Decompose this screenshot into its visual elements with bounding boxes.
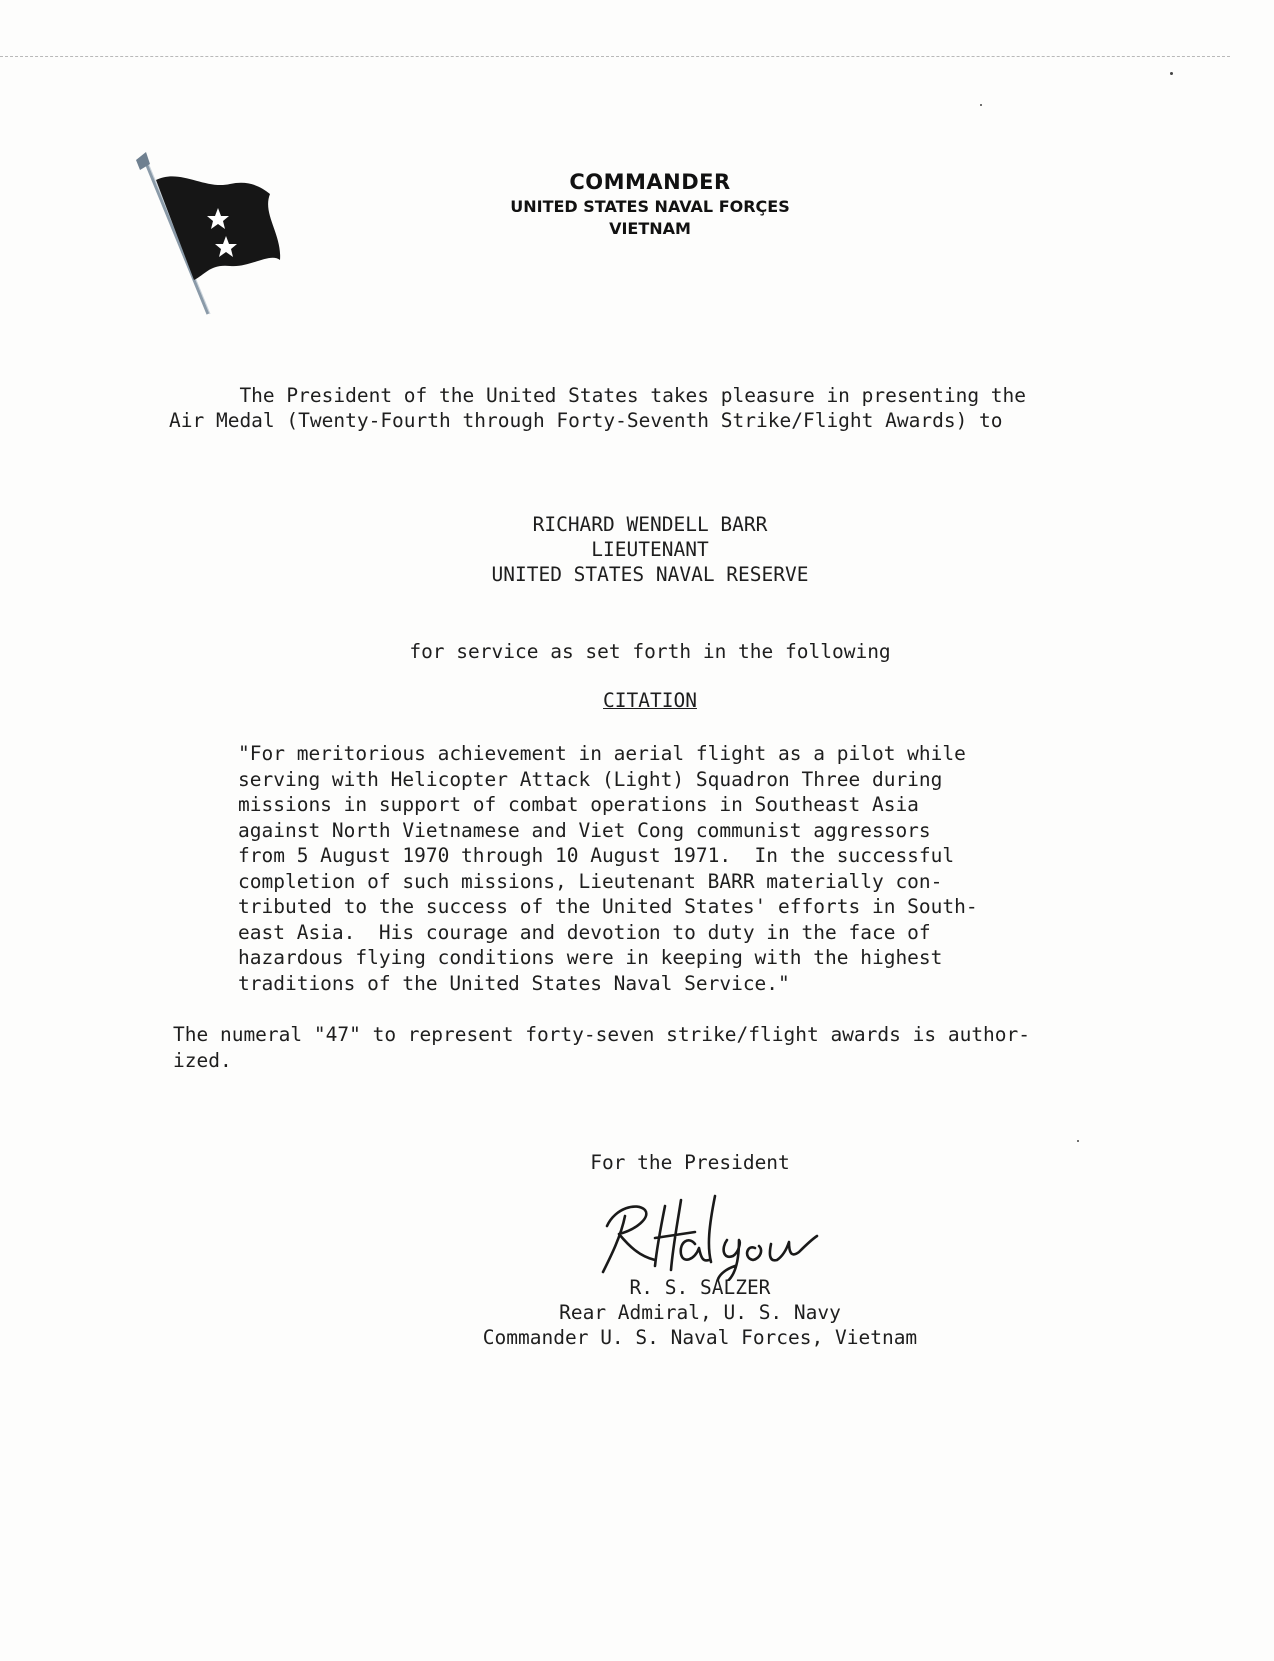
for-the-president: For the President: [590, 1151, 790, 1174]
letterhead-line-2: UNITED STATES NAVAL FORÇES: [510, 197, 790, 216]
handwritten-signature: [585, 1186, 825, 1281]
scan-edge-line: [0, 56, 1230, 57]
scan-speck: [980, 104, 982, 106]
citation-heading: CITATION: [603, 689, 697, 712]
signer-command: Commander U. S. Naval Forces, Vietnam: [482, 1326, 918, 1349]
scan-speck: [1170, 72, 1173, 75]
letterhead-title: COMMANDER: [569, 170, 731, 194]
scan-speck: [1077, 1140, 1079, 1142]
recipient-rank: LIEUTENANT: [591, 538, 709, 561]
citation-body: "For meritorious achievement in aerial flight as a pilot while serving with Helicopter Attack (Light) Squadron Three during missions in support of combat operations in Southeast Asia against North Vietnamese and Viet Cong communist aggressors from 5 August 1970 through 10 August 1971. In the successful completion of such missions, Lieutenant BARR materially con- tributed to the success of the United States' efforts in South- east Asia. His courage and devotion to duty in the face of hazardous flying conditions were in keeping with the highest traditions of the United States Naval Service.": [238, 742, 978, 995]
recipient-service: UNITED STATES NAVAL RESERVE: [491, 563, 809, 586]
signer-rank: Rear Admiral, U. S. Navy: [559, 1301, 841, 1324]
numeral-authorization: The numeral "47" to represent forty-seven strike/flight awards is author- ized.: [173, 1023, 1031, 1072]
intro-paragraph: The President of the United States takes pleasure in presenting the Air Medal (Twenty-Fourth through Forty-Seventh Strike/Flight Awards) to: [169, 384, 1027, 432]
service-line: for service as set forth in the following: [409, 640, 891, 663]
signer-name: R. S. SALZER: [629, 1276, 771, 1299]
letterhead-line-3: VIETNAM: [609, 219, 691, 238]
recipient-name: RICHARD WENDELL BARR: [532, 513, 768, 536]
two-star-flag-logo: [130, 150, 290, 320]
